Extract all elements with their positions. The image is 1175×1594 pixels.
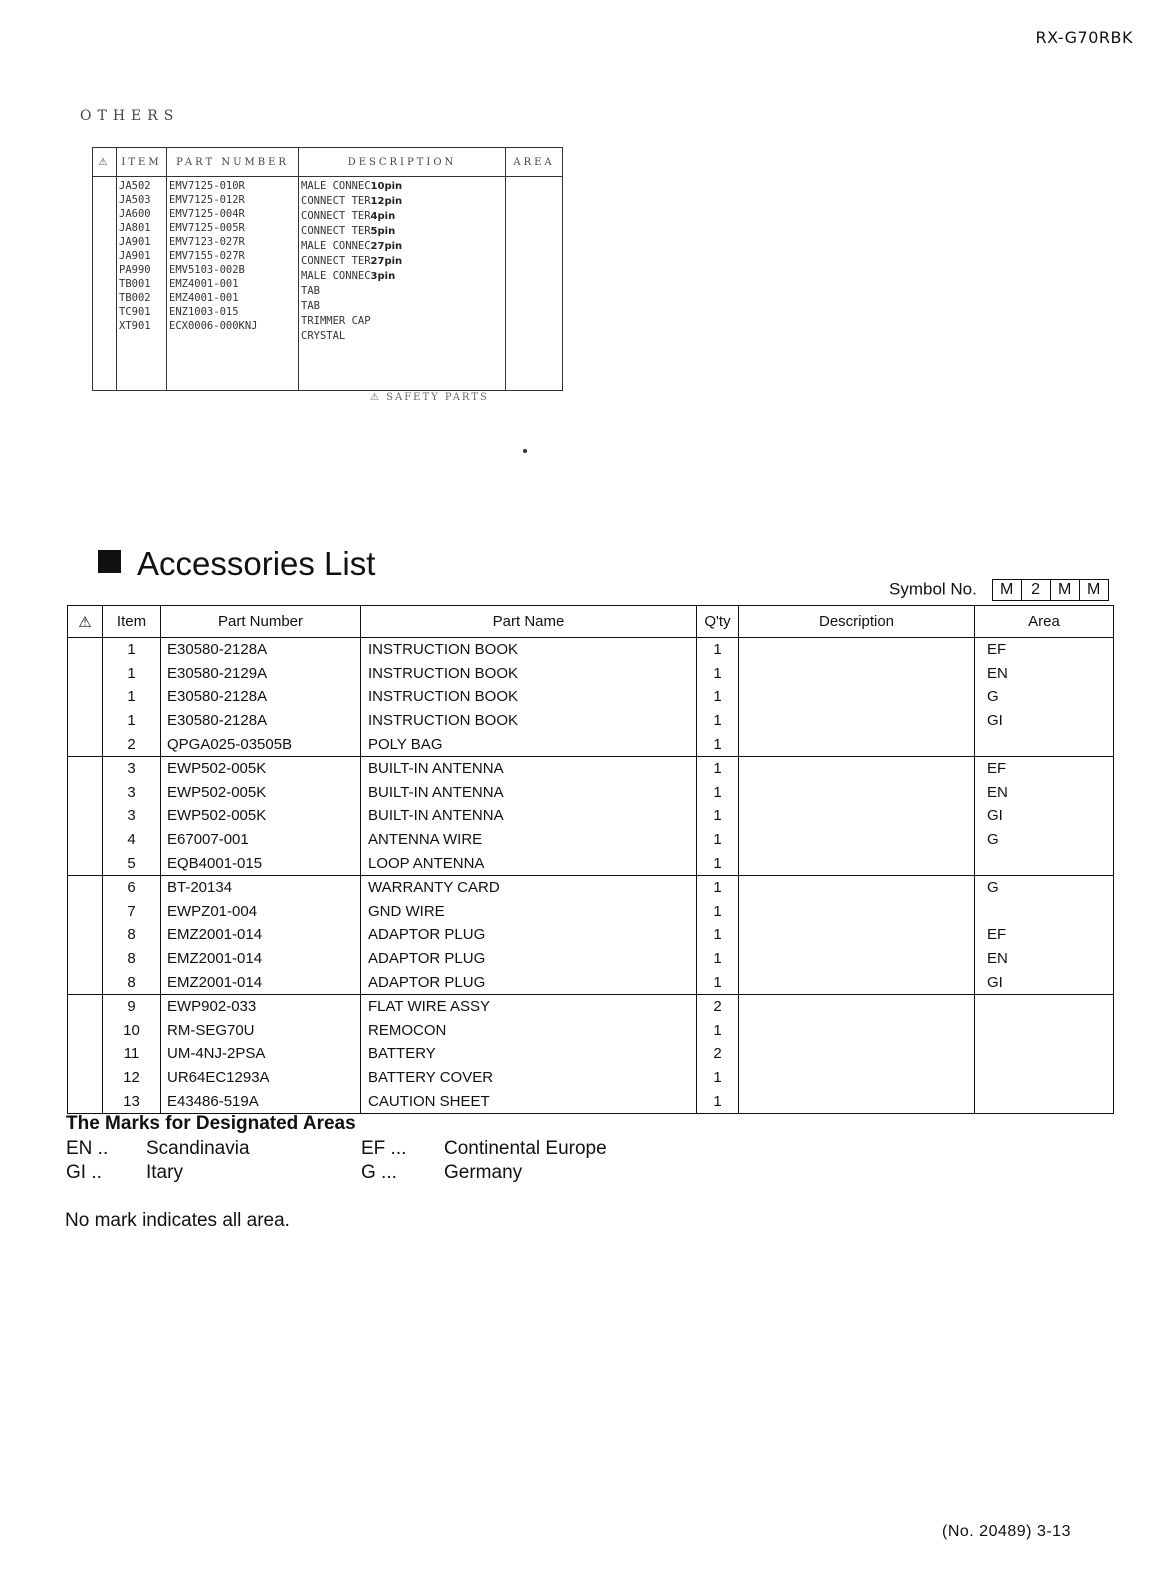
- description-cell: [739, 638, 975, 662]
- qty-cell: 1: [697, 900, 739, 924]
- others-col-description: DESCRIPTION: [299, 148, 506, 177]
- others-item-code: JA801: [119, 222, 151, 234]
- area-cell: [975, 1019, 1114, 1043]
- marks-row: [66, 1137, 607, 1161]
- others-pin-count: 10pin: [370, 181, 403, 192]
- mark-name: Germany: [444, 1162, 523, 1183]
- dot-mark: [523, 449, 527, 453]
- others-description-text: CONNECT TER: [301, 195, 371, 207]
- part-number-cell: E30580-2128A: [161, 709, 361, 733]
- area-cell: EN: [987, 783, 1008, 801]
- safety-cell: [68, 756, 103, 780]
- others-description-text: TAB: [301, 300, 320, 312]
- marks-row: [66, 1161, 607, 1185]
- others-header-row: [93, 148, 563, 177]
- part-number-cell: UR64EC1293A: [161, 1066, 361, 1090]
- qty-cell: 1: [697, 875, 739, 899]
- others-item-cell: [117, 177, 167, 391]
- others-description-text: MALE CONNEC: [301, 180, 371, 192]
- safety-cell: [68, 875, 103, 899]
- part-number-cell: EWP502-005K: [161, 781, 361, 805]
- item-cell: 6: [103, 875, 161, 899]
- others-part-number: EMV7155-027R: [169, 250, 245, 262]
- part-number-cell: E67007-001: [161, 828, 361, 852]
- item-cell: 8: [103, 970, 161, 994]
- others-part-number: EMV5103-002B: [169, 264, 245, 276]
- others-safety-cell: [93, 177, 117, 391]
- others-part-number: EMV7125-012R: [169, 194, 245, 206]
- safety-cell: [68, 947, 103, 971]
- qty-cell: 1: [697, 1066, 739, 1090]
- item-cell: 3: [103, 804, 161, 828]
- part-name-cell: BUILT-IN ANTENNA: [361, 804, 697, 828]
- description-cell: [739, 851, 975, 875]
- part-name-cell: POLY BAG: [361, 732, 697, 756]
- part-number-cell: E30580-2128A: [161, 685, 361, 709]
- safety-cell: [68, 923, 103, 947]
- others-description: [301, 209, 503, 224]
- others-description: [301, 269, 503, 284]
- qty-cell: 1: [697, 781, 739, 805]
- part-name-cell: CAUTION SHEET: [361, 1089, 697, 1113]
- designated-area-marks: [66, 1113, 607, 1185]
- others-section-title: OTHERS: [80, 108, 180, 124]
- accessories-heading: [98, 545, 375, 583]
- marks-title: The Marks for Designated Areas: [66, 1113, 356, 1134]
- others-description: [301, 224, 503, 239]
- others-part-number: ECX0006-000KNJ: [169, 320, 258, 332]
- item-cell: 1: [103, 709, 161, 733]
- qty-cell: 1: [697, 685, 739, 709]
- table-row: [68, 685, 1114, 709]
- area-cell: [975, 1089, 1114, 1113]
- others-item-code: JA901: [119, 250, 151, 262]
- others-description-text: TAB: [301, 285, 320, 297]
- description-cell: [739, 662, 975, 686]
- safety-cell: [68, 732, 103, 756]
- table-row: [68, 662, 1114, 686]
- table-row: [68, 923, 1114, 947]
- page-number: (No. 20489) 3-13: [942, 1523, 1071, 1540]
- area-cell: EF: [987, 926, 1007, 944]
- part-number-cell: EQB4001-015: [161, 851, 361, 875]
- safety-cell: [68, 685, 103, 709]
- table-row: [68, 1066, 1114, 1090]
- part-number-cell: EMZ2001-014: [161, 923, 361, 947]
- item-cell: 2: [103, 732, 161, 756]
- description-cell: [739, 994, 975, 1018]
- others-part-cell: [167, 177, 299, 391]
- part-number-cell: EMZ2001-014: [161, 970, 361, 994]
- area-cell: G: [987, 831, 999, 849]
- safety-cell: [68, 781, 103, 805]
- model-number: RX-G70RBK: [1035, 28, 1133, 47]
- others-description-text: CONNECT TER: [301, 255, 371, 267]
- table-row: [68, 804, 1114, 828]
- symbol-label: Symbol No.: [889, 579, 977, 599]
- others-col-area: AREA: [506, 148, 563, 177]
- part-name-cell: LOOP ANTENNA: [361, 851, 697, 875]
- safety-cell: [68, 1019, 103, 1043]
- col-area: Area: [975, 606, 1114, 638]
- item-cell: 3: [103, 756, 161, 780]
- item-cell: 13: [103, 1089, 161, 1113]
- others-part-number: EMV7125-004R: [169, 208, 245, 220]
- part-name-cell: BATTERY COVER: [361, 1066, 697, 1090]
- others-description: [301, 194, 503, 209]
- table-row: [68, 970, 1114, 994]
- others-item-code: TC901: [119, 306, 151, 318]
- others-item-code: TB001: [119, 278, 151, 290]
- qty-cell: 2: [697, 1042, 739, 1066]
- others-pin-count: 5pin: [370, 226, 396, 237]
- table-row: [68, 900, 1114, 924]
- description-cell: [739, 1042, 975, 1066]
- area-cell: [975, 732, 1114, 756]
- table-row: [68, 638, 1114, 662]
- table-row: [68, 732, 1114, 756]
- part-number-cell: E30580-2128A: [161, 638, 361, 662]
- description-cell: [739, 875, 975, 899]
- item-cell: 4: [103, 828, 161, 852]
- qty-cell: 1: [697, 851, 739, 875]
- part-name-cell: ADAPTOR PLUG: [361, 923, 697, 947]
- table-row: [68, 947, 1114, 971]
- item-cell: 10: [103, 1019, 161, 1043]
- safety-parts-note: ⚠ SAFETY PARTS: [370, 392, 489, 403]
- mark-code: EN ..: [66, 1138, 109, 1159]
- others-description: [301, 299, 503, 314]
- others-description-text: CRYSTAL: [301, 330, 346, 342]
- description-cell: [739, 756, 975, 780]
- others-part-number: EMZ4001-001: [169, 292, 239, 304]
- part-name-cell: BATTERY: [361, 1042, 697, 1066]
- area-cell: [975, 1066, 1114, 1090]
- item-cell: 11: [103, 1042, 161, 1066]
- symbol-box: M: [993, 580, 1022, 600]
- table-row: [68, 994, 1114, 1018]
- mark-name: Continental Europe: [444, 1138, 607, 1159]
- mark-code: G ...: [361, 1162, 397, 1183]
- table-row: [68, 1089, 1114, 1113]
- mark-name: Scandinavia: [146, 1138, 250, 1159]
- area-cell: [975, 900, 1114, 924]
- others-part-number: EMV7123-027R: [169, 236, 245, 248]
- others-part-number: EMV7125-010R: [169, 180, 245, 192]
- part-name-cell: ADAPTOR PLUG: [361, 970, 697, 994]
- qty-cell: 1: [697, 828, 739, 852]
- safety-cell: [68, 970, 103, 994]
- part-name-cell: INSTRUCTION BOOK: [361, 662, 697, 686]
- description-cell: [739, 732, 975, 756]
- item-cell: 3: [103, 781, 161, 805]
- part-name-cell: INSTRUCTION BOOK: [361, 638, 697, 662]
- part-number-cell: EWPZ01-004: [161, 900, 361, 924]
- description-cell: [739, 1019, 975, 1043]
- mark-code: EF ...: [361, 1138, 407, 1159]
- others-part-number: ENZ1003-015: [169, 306, 239, 318]
- table-row: [68, 781, 1114, 805]
- others-item-code: JA600: [119, 208, 151, 220]
- area-cell: [975, 994, 1114, 1018]
- accessories-header-row: [68, 606, 1114, 638]
- others-pin-count: 27pin: [370, 256, 403, 267]
- others-description: [301, 329, 503, 344]
- part-name-cell: BUILT-IN ANTENNA: [361, 781, 697, 805]
- part-number-cell: EWP902-033: [161, 994, 361, 1018]
- item-cell: 5: [103, 851, 161, 875]
- description-cell: [739, 709, 975, 733]
- area-cell: EN: [987, 950, 1008, 968]
- safety-cell: [68, 709, 103, 733]
- description-cell: [739, 900, 975, 924]
- accessories-heading-text: Accessories List: [137, 545, 376, 582]
- part-number-cell: EWP502-005K: [161, 756, 361, 780]
- others-pin-count: 27pin: [370, 241, 403, 252]
- item-cell: 8: [103, 947, 161, 971]
- description-cell: [739, 947, 975, 971]
- description-cell: [739, 1066, 975, 1090]
- others-item-code: PA990: [119, 264, 151, 276]
- safety-cell: [68, 1042, 103, 1066]
- others-pin-count: 3pin: [370, 271, 396, 282]
- part-name-cell: BUILT-IN ANTENNA: [361, 756, 697, 780]
- safety-cell: [68, 662, 103, 686]
- others-col-item: ITEM: [117, 148, 167, 177]
- description-cell: [739, 923, 975, 947]
- qty-cell: 1: [697, 1019, 739, 1043]
- col-description: Description: [739, 606, 975, 638]
- table-row: [68, 756, 1114, 780]
- others-item-code: XT901: [119, 320, 151, 332]
- table-row: [68, 709, 1114, 733]
- qty-cell: 1: [697, 947, 739, 971]
- others-desc-cell: [299, 177, 506, 391]
- part-number-cell: EMZ2001-014: [161, 947, 361, 971]
- table-row: [68, 1042, 1114, 1066]
- part-name-cell: REMOCON: [361, 1019, 697, 1043]
- safety-cell: [68, 828, 103, 852]
- others-area-cell: [506, 177, 563, 391]
- symbol-boxes: [992, 579, 1109, 601]
- col-qty: Q'ty: [697, 606, 739, 638]
- col-safety: ⚠: [68, 606, 103, 638]
- safety-cell: [68, 994, 103, 1018]
- part-name-cell: WARRANTY CARD: [361, 875, 697, 899]
- col-part-name: Part Name: [361, 606, 697, 638]
- item-cell: 1: [103, 685, 161, 709]
- part-name-cell: FLAT WIRE ASSY: [361, 994, 697, 1018]
- others-description-text: TRIMMER CAP: [301, 315, 371, 327]
- mark-code: GI ..: [66, 1162, 102, 1183]
- item-cell: 8: [103, 923, 161, 947]
- others-pin-count: 4pin: [370, 211, 396, 222]
- table-row: [68, 851, 1114, 875]
- part-name-cell: ANTENNA WIRE: [361, 828, 697, 852]
- col-item: Item: [103, 606, 161, 638]
- area-cell: GI: [987, 712, 1003, 730]
- others-parts-table: [92, 147, 563, 391]
- col-part-number: Part Number: [161, 606, 361, 638]
- symbol-number: [889, 579, 1109, 601]
- part-number-cell: UM-4NJ-2PSA: [161, 1042, 361, 1066]
- others-description: [301, 179, 503, 194]
- accessories-body: [68, 638, 1114, 1114]
- others-part-number: EMV7125-005R: [169, 222, 245, 234]
- area-cell: G: [987, 688, 999, 706]
- part-name-cell: ADAPTOR PLUG: [361, 947, 697, 971]
- others-item-code: TB002: [119, 292, 151, 304]
- part-number-cell: E43486-519A: [161, 1089, 361, 1113]
- description-cell: [739, 970, 975, 994]
- others-body: [93, 177, 563, 391]
- others-description: [301, 254, 503, 269]
- no-mark-note: No mark indicates all area.: [65, 1210, 290, 1231]
- description-cell: [739, 685, 975, 709]
- qty-cell: 1: [697, 709, 739, 733]
- description-cell: [739, 1089, 975, 1113]
- square-bullet-icon: [98, 550, 121, 573]
- others-description-text: MALE CONNEC: [301, 270, 371, 282]
- others-description: [301, 284, 503, 299]
- item-cell: 7: [103, 900, 161, 924]
- table-row: [68, 828, 1114, 852]
- description-cell: [739, 804, 975, 828]
- item-cell: 1: [103, 638, 161, 662]
- table-row: [68, 1019, 1114, 1043]
- symbol-box: M: [1086, 581, 1101, 598]
- others-description-text: CONNECT TER: [301, 210, 371, 222]
- accessories-table: [67, 605, 1114, 1114]
- area-cell: EN: [987, 664, 1008, 682]
- others-description: [301, 314, 503, 329]
- others-item-code: JA901: [119, 236, 151, 248]
- part-number-cell: RM-SEG70U: [161, 1019, 361, 1043]
- part-name-cell: INSTRUCTION BOOK: [361, 685, 697, 709]
- description-cell: [739, 828, 975, 852]
- others-description-text: MALE CONNEC: [301, 240, 371, 252]
- others-item-code: JA502: [119, 180, 151, 192]
- qty-cell: 1: [697, 638, 739, 662]
- mark-name: Itary: [146, 1162, 183, 1183]
- others-description: [301, 239, 503, 254]
- part-number-cell: BT-20134: [161, 875, 361, 899]
- part-name-cell: GND WIRE: [361, 900, 697, 924]
- area-cell: GI: [987, 807, 1003, 825]
- item-cell: 12: [103, 1066, 161, 1090]
- qty-cell: 1: [697, 970, 739, 994]
- area-cell: EF: [987, 641, 1007, 659]
- part-number-cell: EWP502-005K: [161, 804, 361, 828]
- area-cell: [975, 851, 1114, 875]
- qty-cell: 1: [697, 923, 739, 947]
- others-item-code: JA503: [119, 194, 151, 206]
- others-pin-count: 12pin: [370, 196, 403, 207]
- safety-cell: [68, 851, 103, 875]
- area-cell: [975, 1042, 1114, 1066]
- part-number-cell: E30580-2129A: [161, 662, 361, 686]
- area-cell: EF: [975, 756, 1114, 780]
- safety-cell: [68, 1089, 103, 1113]
- item-cell: 9: [103, 994, 161, 1018]
- symbol-box: M: [1051, 580, 1080, 600]
- part-name-cell: INSTRUCTION BOOK: [361, 709, 697, 733]
- area-cell: GI: [987, 973, 1003, 991]
- safety-cell: [68, 1066, 103, 1090]
- others-description-text: CONNECT TER: [301, 225, 371, 237]
- qty-cell: 1: [697, 756, 739, 780]
- symbol-box: 2: [1022, 580, 1051, 600]
- part-number-cell: QPGA025-03505B: [161, 732, 361, 756]
- others-col-safety: ⚠: [93, 148, 117, 177]
- safety-cell: [68, 638, 103, 662]
- description-cell: [739, 781, 975, 805]
- item-cell: 1: [103, 662, 161, 686]
- others-part-number: EMZ4001-001: [169, 278, 239, 290]
- area-cell: G: [975, 875, 1114, 899]
- safety-cell: [68, 900, 103, 924]
- qty-cell: 1: [697, 804, 739, 828]
- table-row: [68, 875, 1114, 899]
- qty-cell: 1: [697, 1089, 739, 1113]
- safety-cell: [68, 804, 103, 828]
- qty-cell: 1: [697, 662, 739, 686]
- others-col-part-number: PART NUMBER: [167, 148, 299, 177]
- qty-cell: 2: [697, 994, 739, 1018]
- qty-cell: 1: [697, 732, 739, 756]
